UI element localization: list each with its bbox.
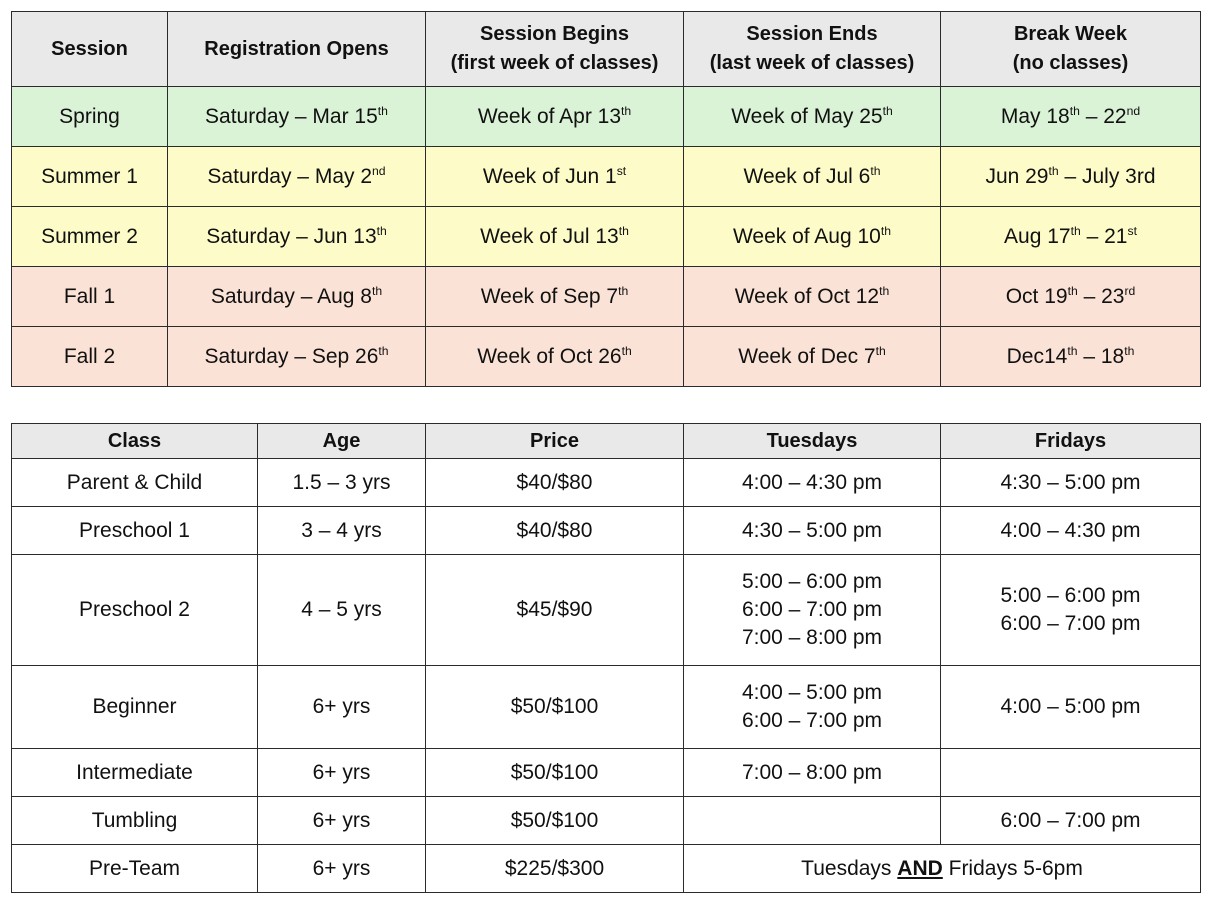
header-tuesdays: Tuesdays <box>684 424 941 459</box>
time-slot: 6:00 – 7:00 pm <box>741 598 883 621</box>
class-age: 4 – 5 yrs <box>258 555 426 666</box>
class-row-pre-team <box>12 845 1201 893</box>
sessions-header-row <box>12 12 1201 87</box>
class-row-preschool-2 <box>12 555 1201 666</box>
friday-times <box>941 507 1201 555</box>
class-name: Parent & Child <box>12 459 258 507</box>
combined-schedule: Tuesdays AND Fridays 5-6pm <box>684 845 1201 893</box>
registration-opens: Saturday – Sep 26th <box>168 327 426 387</box>
tuesday-times <box>684 797 941 845</box>
header-session-begins-line2: (first week of classes) <box>450 52 659 74</box>
class-price: $50/$100 <box>426 749 684 797</box>
time-slot: 4:00 – 4:30 pm <box>741 470 883 494</box>
session-ends: Week of Oct 12th <box>684 267 941 327</box>
class-age: 6+ yrs <box>258 749 426 797</box>
break-week: Jun 29th – July 3rd <box>941 147 1201 207</box>
class-row-beginner <box>12 666 1201 749</box>
friday-times <box>941 749 1201 797</box>
header-session-ends-line1: Session Ends <box>746 23 878 45</box>
class-row-preschool-1 <box>12 507 1201 555</box>
session-begins: Week of Oct 26th <box>426 327 684 387</box>
class-row-intermediate <box>12 749 1201 797</box>
time-slot: 4:00 – 5:00 pm <box>741 681 883 704</box>
header-session-ends-line2: (last week of classes) <box>709 52 915 74</box>
and-emphasis: AND <box>897 856 943 880</box>
class-row-tumbling <box>12 797 1201 845</box>
header-fridays: Fridays <box>941 424 1201 459</box>
time-slot: 4:30 – 5:00 pm <box>1000 470 1141 494</box>
class-price: $40/$80 <box>426 459 684 507</box>
session-begins: Week of Sep 7th <box>426 267 684 327</box>
header-registration-opens: Registration Opens <box>168 12 426 87</box>
session-row-summer-1 <box>12 147 1201 207</box>
class-name: Preschool 1 <box>12 507 258 555</box>
class-price: $50/$100 <box>426 666 684 749</box>
break-week: Oct 19th – 23rd <box>941 267 1201 327</box>
session-begins: Week of Apr 13th <box>426 87 684 147</box>
session-name: Summer 1 <box>12 147 168 207</box>
header-age: Age <box>258 424 426 459</box>
session-row-fall-1 <box>12 267 1201 327</box>
time-slot: 4:30 – 5:00 pm <box>741 518 883 542</box>
header-break-week <box>941 12 1201 87</box>
class-price: $50/$100 <box>426 797 684 845</box>
classes-header-row <box>12 424 1201 459</box>
registration-opens: Saturday – Mar 15th <box>168 87 426 147</box>
class-price: $45/$90 <box>426 555 684 666</box>
header-break-week-line1: Break Week <box>1013 23 1128 45</box>
registration-opens: Saturday – May 2nd <box>168 147 426 207</box>
class-name: Intermediate <box>12 749 258 797</box>
header-break-week-line2: (no classes) <box>1012 52 1129 74</box>
time-slot: 6:00 – 7:00 pm <box>1000 808 1141 832</box>
time-slot: 4:00 – 5:00 pm <box>1000 695 1141 718</box>
tuesday-times <box>684 666 941 749</box>
registration-opens: Saturday – Jun 13th <box>168 207 426 267</box>
class-name: Pre-Team <box>12 845 258 893</box>
header-session: Session <box>12 12 168 87</box>
break-week: Aug 17th – 21st <box>941 207 1201 267</box>
class-price: $40/$80 <box>426 507 684 555</box>
sessions-table <box>11 11 1201 387</box>
header-session-begins-line1: Session Begins <box>480 23 629 45</box>
class-name: Tumbling <box>12 797 258 845</box>
class-age: 6+ yrs <box>258 666 426 749</box>
class-age: 6+ yrs <box>258 845 426 893</box>
tuesday-times <box>684 749 941 797</box>
session-name: Spring <box>12 87 168 147</box>
session-begins: Week of Jun 1st <box>426 147 684 207</box>
time-slot: 7:00 – 8:00 pm <box>741 626 883 649</box>
session-ends: Week of Aug 10th <box>684 207 941 267</box>
time-slot: 5:00 – 6:00 pm <box>1000 584 1141 607</box>
class-row-parent-child <box>12 459 1201 507</box>
session-row-summer-2 <box>12 207 1201 267</box>
tuesday-times <box>684 555 941 666</box>
session-row-fall-2 <box>12 327 1201 387</box>
header-session-begins <box>426 12 684 87</box>
classes-table <box>11 423 1201 893</box>
session-ends: Week of Dec 7th <box>684 327 941 387</box>
tuesday-times <box>684 459 941 507</box>
friday-times <box>941 555 1201 666</box>
class-age: 6+ yrs <box>258 797 426 845</box>
class-name: Beginner <box>12 666 258 749</box>
class-name: Preschool 2 <box>12 555 258 666</box>
friday-times <box>941 666 1201 749</box>
class-age: 3 – 4 yrs <box>258 507 426 555</box>
session-name: Fall 2 <box>12 327 168 387</box>
time-slot: 4:00 – 4:30 pm <box>1000 518 1141 542</box>
tuesday-times <box>684 507 941 555</box>
session-ends: Week of May 25th <box>684 87 941 147</box>
break-week: May 18th – 22nd <box>941 87 1201 147</box>
time-slot: 6:00 – 7:00 pm <box>741 709 883 732</box>
session-name: Fall 1 <box>12 267 168 327</box>
break-week: Dec14th – 18th <box>941 327 1201 387</box>
header-session-ends <box>684 12 941 87</box>
friday-times <box>941 459 1201 507</box>
session-name: Summer 2 <box>12 207 168 267</box>
friday-times <box>941 797 1201 845</box>
registration-opens: Saturday – Aug 8th <box>168 267 426 327</box>
session-begins: Week of Jul 13th <box>426 207 684 267</box>
header-price: Price <box>426 424 684 459</box>
class-age: 1.5 – 3 yrs <box>258 459 426 507</box>
time-slot: 6:00 – 7:00 pm <box>1000 612 1141 635</box>
session-row-spring <box>12 87 1201 147</box>
session-ends: Week of Jul 6th <box>684 147 941 207</box>
class-price: $225/$300 <box>426 845 684 893</box>
time-slot: 5:00 – 6:00 pm <box>741 570 883 593</box>
header-class: Class <box>12 424 258 459</box>
time-slot: 7:00 – 8:00 pm <box>741 760 883 784</box>
